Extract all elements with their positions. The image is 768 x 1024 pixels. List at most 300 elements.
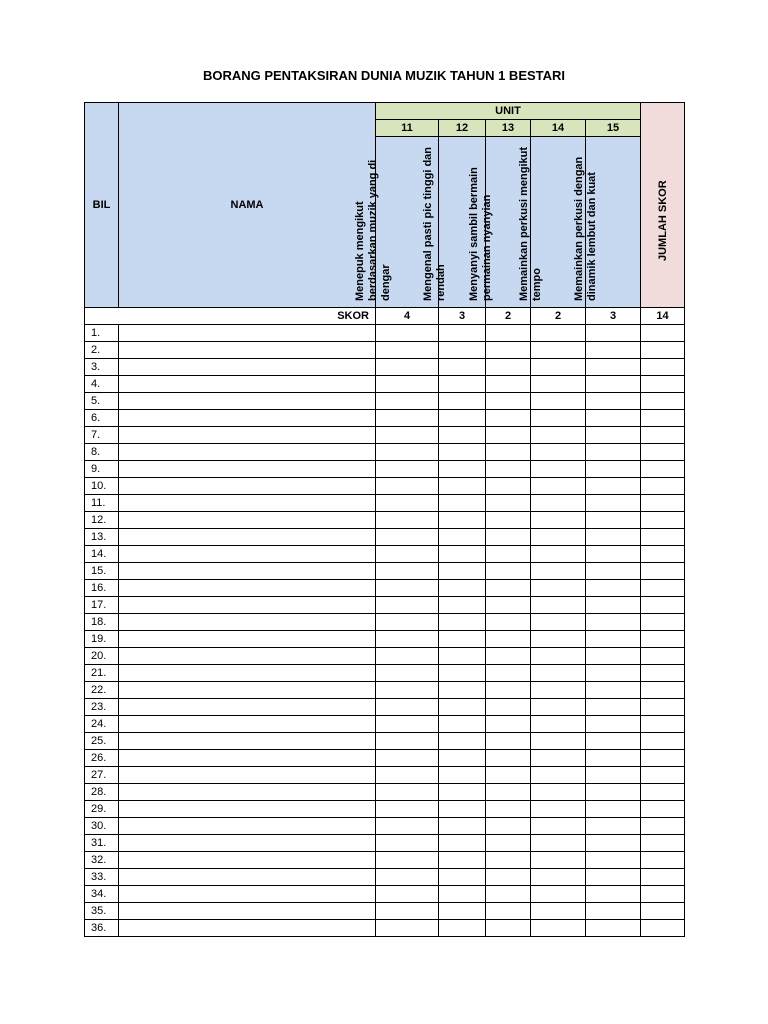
score-cell[interactable] [486,580,531,597]
score-cell[interactable] [531,597,586,614]
score-cell[interactable] [531,733,586,750]
total-cell[interactable] [641,444,685,461]
score-cell[interactable] [486,393,531,410]
score-cell[interactable] [586,376,641,393]
form-title: BORANG PENTAKSIRAN DUNIA MUZIK TAHUN 1 BESTARI [202,68,566,83]
row-number: 32. [85,852,119,869]
name-cell[interactable] [119,376,376,393]
score-cell[interactable] [439,563,486,580]
unit-skor-11: 4 [376,308,439,325]
score-cell[interactable] [586,835,641,852]
score-cell[interactable] [486,597,531,614]
name-cell[interactable] [119,818,376,835]
score-cell[interactable] [486,427,531,444]
score-cell[interactable] [439,648,486,665]
score-cell[interactable] [486,750,531,767]
score-cell[interactable] [586,903,641,920]
table-row [85,648,685,665]
score-cell[interactable] [376,580,439,597]
table-row [85,325,685,342]
unit-skor-15: 3 [586,308,641,325]
score-cell[interactable] [376,376,439,393]
total-cell[interactable] [641,359,685,376]
total-cell[interactable] [641,495,685,512]
total-cell[interactable] [641,325,685,342]
score-cell[interactable] [586,427,641,444]
score-cell[interactable] [586,784,641,801]
score-cell[interactable] [486,444,531,461]
name-cell[interactable] [119,512,376,529]
score-cell[interactable] [531,325,586,342]
row-number: 19. [85,631,119,648]
score-cell[interactable] [486,903,531,920]
score-cell[interactable] [531,444,586,461]
score-cell[interactable] [531,512,586,529]
score-cell[interactable] [486,325,531,342]
score-cell[interactable] [531,393,586,410]
score-cell[interactable] [531,869,586,886]
score-cell[interactable] [376,835,439,852]
score-cell[interactable] [486,835,531,852]
score-cell[interactable] [439,767,486,784]
score-cell[interactable] [486,495,531,512]
score-cell[interactable] [531,359,586,376]
score-cell[interactable] [439,495,486,512]
total-cell[interactable] [641,597,685,614]
row-number: 12. [85,512,119,529]
table-row [85,886,685,903]
score-cell[interactable] [531,852,586,869]
total-cell[interactable] [641,393,685,410]
table-row [85,512,685,529]
score-cell[interactable] [586,648,641,665]
score-cell[interactable] [486,512,531,529]
name-cell[interactable] [119,546,376,563]
row-number: 25. [85,733,119,750]
score-cell[interactable] [376,665,439,682]
name-cell[interactable] [119,886,376,903]
score-cell[interactable] [376,920,439,937]
score-cell[interactable] [586,920,641,937]
unit-number-14: 14 [531,120,586,137]
name-cell[interactable] [119,461,376,478]
row-number: 11. [85,495,119,512]
score-cell[interactable] [486,359,531,376]
unit-number-11: 11 [376,120,439,137]
total-cell[interactable] [641,614,685,631]
score-cell[interactable] [376,410,439,427]
score-cell[interactable] [439,801,486,818]
total-cell[interactable] [641,563,685,580]
row-number: 21. [85,665,119,682]
name-cell[interactable] [119,342,376,359]
table-row [85,427,685,444]
table-row [85,818,685,835]
score-cell[interactable] [531,903,586,920]
score-cell[interactable] [376,716,439,733]
score-cell[interactable] [486,699,531,716]
score-cell[interactable] [531,614,586,631]
total-cell[interactable] [641,886,685,903]
table-row [85,716,685,733]
score-cell[interactable] [486,478,531,495]
score-cell[interactable] [376,784,439,801]
score-cell[interactable] [376,903,439,920]
score-cell[interactable] [486,631,531,648]
score-cell[interactable] [586,614,641,631]
score-cell[interactable] [486,461,531,478]
score-cell[interactable] [439,852,486,869]
name-cell[interactable] [119,648,376,665]
score-cell[interactable] [376,597,439,614]
row-number: 14. [85,546,119,563]
score-cell[interactable] [439,580,486,597]
score-cell[interactable] [531,376,586,393]
score-cell[interactable] [376,869,439,886]
score-cell[interactable] [439,614,486,631]
name-cell[interactable] [119,852,376,869]
score-cell[interactable] [531,529,586,546]
name-cell[interactable] [119,767,376,784]
total-cell[interactable] [641,342,685,359]
score-cell[interactable] [586,733,641,750]
score-cell[interactable] [439,665,486,682]
score-cell[interactable] [586,682,641,699]
total-cell[interactable] [641,835,685,852]
score-cell[interactable] [586,665,641,682]
row-number: 34. [85,886,119,903]
score-cell[interactable] [586,325,641,342]
total-cell[interactable] [641,580,685,597]
score-cell[interactable] [439,631,486,648]
score-cell[interactable] [439,835,486,852]
name-cell[interactable] [119,529,376,546]
total-cell[interactable] [641,818,685,835]
row-number: 28. [85,784,119,801]
score-cell[interactable] [586,444,641,461]
score-cell[interactable] [376,512,439,529]
row-number: 33. [85,869,119,886]
score-cell[interactable] [439,886,486,903]
score-cell[interactable] [439,376,486,393]
score-cell[interactable] [376,767,439,784]
name-cell[interactable] [119,427,376,444]
score-cell[interactable] [439,733,486,750]
row-number: 20. [85,648,119,665]
score-cell[interactable] [439,342,486,359]
score-cell[interactable] [486,886,531,903]
score-cell[interactable] [439,359,486,376]
score-cell[interactable] [486,818,531,835]
score-cell[interactable] [439,920,486,937]
score-cell[interactable] [586,699,641,716]
total-cell[interactable] [641,529,685,546]
score-cell[interactable] [531,767,586,784]
table-row [85,682,685,699]
score-cell[interactable] [439,427,486,444]
score-cell[interactable] [376,648,439,665]
score-cell[interactable] [586,495,641,512]
score-cell[interactable] [531,410,586,427]
unit-description-15 [573,137,641,308]
name-cell[interactable] [119,631,376,648]
name-cell[interactable] [119,614,376,631]
score-cell[interactable] [439,529,486,546]
row-number: 10. [85,478,119,495]
score-cell[interactable] [376,750,439,767]
total-cell[interactable] [641,665,685,682]
name-cell[interactable] [119,716,376,733]
total-cell[interactable] [641,869,685,886]
score-cell[interactable] [486,682,531,699]
table-row [85,376,685,393]
score-cell[interactable] [486,869,531,886]
row-number: 15. [85,563,119,580]
score-cell[interactable] [531,920,586,937]
name-cell[interactable] [119,750,376,767]
score-cell[interactable] [376,886,439,903]
score-cell[interactable] [531,563,586,580]
table-row [85,580,685,597]
score-cell[interactable] [531,682,586,699]
name-cell[interactable] [119,733,376,750]
score-cell[interactable] [486,376,531,393]
score-cell[interactable] [531,461,586,478]
name-cell[interactable] [119,699,376,716]
table-row [85,597,685,614]
score-cell[interactable] [486,410,531,427]
score-cell[interactable] [531,580,586,597]
score-cell[interactable] [586,818,641,835]
row-number: 3. [85,359,119,376]
table-row [85,852,685,869]
score-cell[interactable] [586,563,641,580]
score-cell[interactable] [531,478,586,495]
score-cell[interactable] [439,699,486,716]
name-cell[interactable] [119,495,376,512]
score-cell[interactable] [586,546,641,563]
score-cell[interactable] [486,614,531,631]
score-cell[interactable] [376,631,439,648]
score-cell[interactable] [586,767,641,784]
score-cell[interactable] [376,801,439,818]
name-cell[interactable] [119,325,376,342]
score-cell[interactable] [486,529,531,546]
score-cell[interactable] [376,427,439,444]
name-cell[interactable] [119,903,376,920]
name-cell[interactable] [119,580,376,597]
score-cell[interactable] [376,699,439,716]
score-cell[interactable] [586,342,641,359]
total-cell[interactable] [641,801,685,818]
total-cell[interactable] [641,631,685,648]
score-cell[interactable] [439,325,486,342]
score-cell[interactable] [531,665,586,682]
score-cell[interactable] [531,699,586,716]
name-cell[interactable] [119,784,376,801]
table-row [85,903,685,920]
score-cell[interactable] [439,716,486,733]
row-number: 36. [85,920,119,937]
score-cell[interactable] [486,546,531,563]
score-cell[interactable] [586,359,641,376]
unit-description-text: Memainkan perkusi mengikut tempo [518,146,543,301]
score-cell[interactable] [531,427,586,444]
score-cell[interactable] [376,546,439,563]
score-cell[interactable] [586,631,641,648]
name-cell[interactable] [119,920,376,937]
score-cell[interactable] [376,393,439,410]
total-cell[interactable] [641,648,685,665]
row-number: 13. [85,529,119,546]
score-cell[interactable] [586,750,641,767]
score-cell[interactable] [531,784,586,801]
score-cell[interactable] [376,495,439,512]
score-cell[interactable] [586,529,641,546]
name-cell[interactable] [119,597,376,614]
score-cell[interactable] [531,750,586,767]
score-cell[interactable] [486,563,531,580]
total-cell[interactable] [641,716,685,733]
total-cell[interactable] [641,733,685,750]
total-cell[interactable] [641,376,685,393]
total-cell[interactable] [641,920,685,937]
total-cell[interactable] [641,512,685,529]
score-cell[interactable] [376,682,439,699]
score-cell[interactable] [531,648,586,665]
score-cell[interactable] [439,869,486,886]
name-cell[interactable] [119,410,376,427]
row-number: 23. [85,699,119,716]
score-cell[interactable] [531,546,586,563]
score-cell[interactable] [586,512,641,529]
unit-header: UNIT [376,103,641,120]
score-cell[interactable] [531,716,586,733]
score-cell[interactable] [376,478,439,495]
name-cell[interactable] [119,835,376,852]
name-cell[interactable] [119,682,376,699]
total-cell[interactable] [641,682,685,699]
score-cell[interactable] [531,886,586,903]
total-cell[interactable] [641,478,685,495]
name-cell[interactable] [119,869,376,886]
total-cell[interactable] [641,410,685,427]
score-cell[interactable] [439,682,486,699]
score-cell[interactable] [586,393,641,410]
score-cell[interactable] [439,597,486,614]
score-cell[interactable] [486,852,531,869]
score-cell[interactable] [376,529,439,546]
row-number: 1. [85,325,119,342]
score-cell[interactable] [376,614,439,631]
score-cell[interactable] [531,631,586,648]
score-cell[interactable] [439,750,486,767]
total-cell[interactable] [641,461,685,478]
score-cell[interactable] [531,495,586,512]
total-cell[interactable] [641,903,685,920]
name-cell[interactable] [119,478,376,495]
score-cell[interactable] [376,342,439,359]
score-cell[interactable] [586,410,641,427]
score-cell[interactable] [439,478,486,495]
score-cell[interactable] [486,801,531,818]
score-cell[interactable] [376,852,439,869]
score-cell[interactable] [376,733,439,750]
score-cell[interactable] [486,716,531,733]
score-cell[interactable] [586,869,641,886]
row-number: 26. [85,750,119,767]
name-cell[interactable] [119,563,376,580]
score-cell[interactable] [439,903,486,920]
score-cell[interactable] [439,393,486,410]
score-cell[interactable] [376,461,439,478]
name-cell[interactable] [119,801,376,818]
score-cell[interactable] [586,801,641,818]
score-cell[interactable] [439,444,486,461]
unit-skor-12: 3 [439,308,486,325]
name-cell[interactable] [119,665,376,682]
total-cell[interactable] [641,546,685,563]
score-cell[interactable] [486,665,531,682]
total-cell[interactable] [641,852,685,869]
score-cell[interactable] [439,512,486,529]
score-cell[interactable] [586,580,641,597]
score-cell[interactable] [586,461,641,478]
unit-description-text: Menepuk mengikut berdasarkan muzik yang di dengar [354,159,392,301]
total-cell[interactable] [641,784,685,801]
score-cell[interactable] [531,801,586,818]
score-cell[interactable] [531,835,586,852]
total-cell[interactable] [641,427,685,444]
score-cell[interactable] [376,444,439,461]
total-cell[interactable] [641,699,685,716]
score-cell[interactable] [486,920,531,937]
score-cell[interactable] [586,597,641,614]
score-cell[interactable] [376,818,439,835]
total-cell[interactable] [641,750,685,767]
score-cell[interactable] [439,784,486,801]
score-cell[interactable] [439,546,486,563]
score-cell[interactable] [531,342,586,359]
name-cell[interactable] [119,393,376,410]
unit-description-text: Mengenal pasti pic tinggi dan rendah [422,146,447,301]
table-row [85,342,685,359]
score-cell[interactable] [486,784,531,801]
score-cell[interactable] [486,733,531,750]
row-number: 17. [85,597,119,614]
score-cell[interactable] [586,478,641,495]
score-cell[interactable] [376,359,439,376]
total-cell[interactable] [641,767,685,784]
score-cell[interactable] [439,410,486,427]
row-number: 8. [85,444,119,461]
name-cell[interactable] [119,359,376,376]
table-row [85,631,685,648]
score-cell[interactable] [586,716,641,733]
score-cell[interactable] [586,852,641,869]
score-cell[interactable] [439,818,486,835]
score-cell[interactable] [376,325,439,342]
name-cell[interactable] [119,444,376,461]
score-cell[interactable] [531,818,586,835]
score-cell[interactable] [486,648,531,665]
score-cell[interactable] [486,342,531,359]
score-cell[interactable] [586,886,641,903]
score-cell[interactable] [486,767,531,784]
table-row [85,869,685,886]
score-cell[interactable] [439,461,486,478]
score-cell[interactable] [376,563,439,580]
